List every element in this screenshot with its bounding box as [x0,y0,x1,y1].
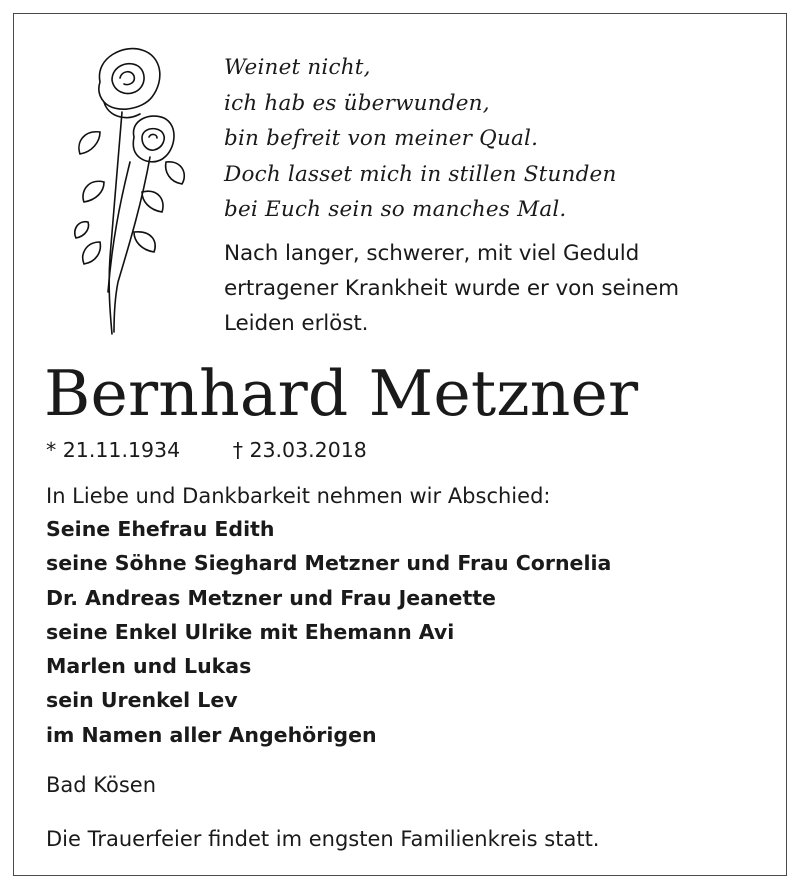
birth-date: * 21.11.1934 [46,438,181,462]
poem-line: bei Euch sein so manches Mal. [224,197,567,222]
poem-line: bin befreit von meiner Qual. [224,126,539,151]
mourner-line: Dr. Andreas Metzner und Frau Jeanette [46,585,496,610]
intro-line: ertragener Krankheit wurde er von seinem [224,276,680,301]
poem-line: ich hab es überwunden, [224,90,490,116]
place: Bad Kösen [46,773,157,797]
poem [224,50,764,228]
farewell-line: In Liebe und Dankbarkeit nehmen wir Abschied: [46,484,551,508]
deceased-name: Bernhard Metzner [44,357,639,430]
mourner-line: sein Urenkel Lev [46,688,238,713]
intro-text [224,236,784,341]
mourner-line: Marlen und Lukas [46,654,252,679]
poem-line: Weinet nicht, [224,55,371,80]
rose-illustration [70,42,200,342]
mourners-list [46,512,766,752]
mourner-line: seine Söhne Sieghard Metzner und Frau Cornelia [46,551,612,576]
service-note: Die Trauerfeier findet im engsten Familienkreis statt. [46,827,600,851]
mourner-line: im Namen aller Angehörigen [46,722,377,747]
life-dates [46,434,646,466]
intro-line: Nach langer, schwerer, mit viel Geduld [224,241,640,266]
intro-line: Leiden erlöst. [224,311,369,336]
mourner-line: Seine Ehefrau Edith [46,517,275,541]
poem-line: Doch lasset mich in stillen Stunden [224,161,617,187]
mourner-line: seine Enkel Ulrike mit Ehemann Avi [46,619,455,644]
death-date: † 23.03.2018 [232,438,367,462]
